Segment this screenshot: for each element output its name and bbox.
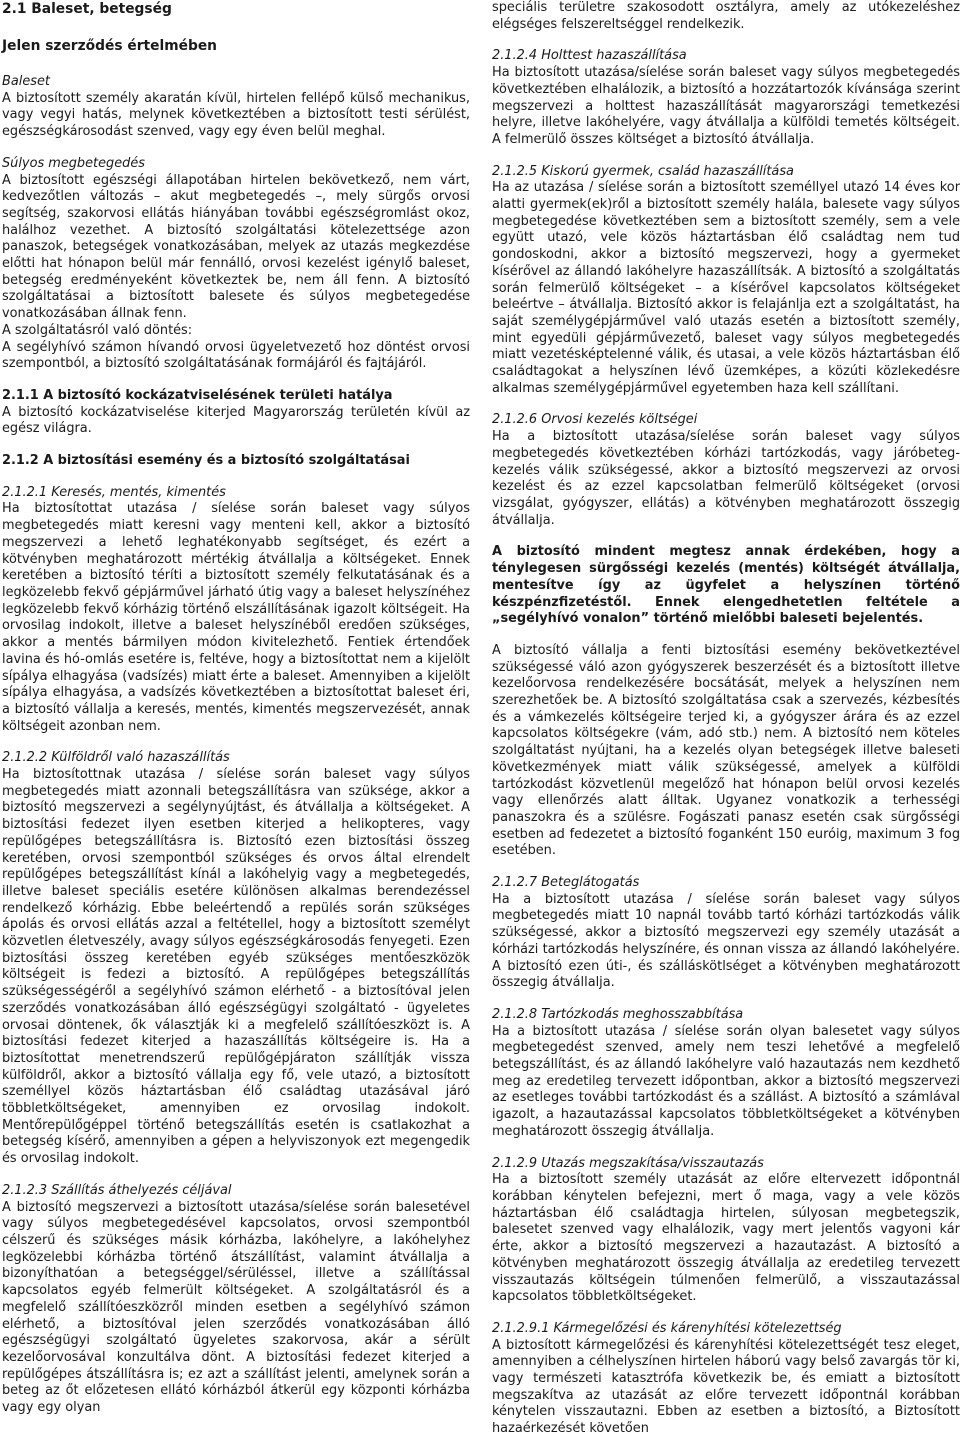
section-2-1-2-2-heading: 2.1.2.2 Külföldről való hazaszállítás — [2, 750, 230, 766]
sulyos-term: Súlyos megbetegedés — [2, 155, 145, 171]
section-2-1-2-6-text: Ha a biztosított utazása/síelése során baleset vagy súlyos megbetegedés következtében kórházi tartózkodás, vagy járóbeteg-kezelés válik szükségessé, akkor a biztosító megszervezi az orvosi kezelést és az ezzel kapcsolatban felmerülő költségeket (orvosi vizsgálat, gyógyszer, ellátás) a kötvényben meghatározott összegig átvállalja. — [492, 429, 960, 528]
section-2-1-2-heading: 2.1.2 A biztosítási esemény és a biztosító szolgáltatásai — [2, 453, 410, 469]
section-2-1-1-heading: 2.1.1 A biztosító kockázatviselésének területi hatálya — [2, 387, 393, 403]
section-2-1-2-1 — [2, 485, 470, 736]
section-2-1-2-1-text: Ha biztosítottat utazása / síelése során baleset vagy súlyos megbetegedés miatt keresni vagy menteni kell, akkor a biztosító megszervezi a lehető leghatékonyabb segítséget, és ezért a kötvényben meghatározott mértékig átvállalja a költségeket. Ennek keretében a biztosító téríti a biztosított személy felkutatásának és a legközelebb fekvő gépjárművel járható útig vagy a baleset helyszínéhez legközelebb fekvő kórházig történő elszállításának igazolt költségeit. Ha orvosilag indokolt, illetve a baleset helyszínéből eredően szükséges, akkor a mentés bármilyen módon kivitelezhető. Fentiek értendőek lavina és hó-omlás esetére is, feltéve, hogy a biztosítottat nem a kijelölt sípálya elhagyása (vadsízés) miatt érte a baleset. Amennyiben a kijelölt sípálya elhagyása, a vadsízés következtében a biztosítottat baleset éri, a biztosító vállalja a keresés, mentés, kimentés megszervezését, annak költségeit azonban nem. — [2, 501, 470, 734]
section-2-1-2-3-heading: 2.1.2.3 Szállítás áthelyezés céljával — [2, 1182, 232, 1198]
section-2-1-2-5-heading: 2.1.2.5 Kiskorú gyermek, család hazaszállítása — [492, 163, 794, 179]
section-2-1-2-1-heading: 2.1.2.1 Keresés, mentés, kimentés — [2, 484, 226, 500]
section-2-1-2-5 — [492, 164, 960, 398]
section-2-1-2-2 — [2, 750, 470, 1168]
medication-text: A biztosító vállalja a fenti biztosítási esemény bekövetkeztével szükségessé váló azon gyógyszerek beszerzését és a biztosított illetve kezelőorvosa rendelkezésére bocsátását, melyek a helyszínen nem szerezhetőek be. A biztosító szolgáltatása csak a szervezés, kézbesítés és a vámkezelés költségeire terjed ki, a gyógyszer árára és az ezzel kapcsolatos költségekre (vám, adó stb.) nem. A biztosító nem köteles szolgáltatást nyújtani, ha a kezelés olyan betegségek illetve baleseti következmények miatt válik szükségessé, amelyek a külföldi tartózkodást közvetlenül megelőző hat hónapon belül orvosi kezelés vagy ellenőrzés alatt álltak. Ugyanez vonatkozik a terhességi panaszokra és a szülésre. Fogászati panasz esetén csak sürgősségi esetben ad fedezetet a biztosító foganként 150 euróig, maximum 3 fog esetében. — [492, 642, 960, 859]
section-2-1-2-4 — [492, 48, 960, 148]
section-2-1-2-4-heading: 2.1.2.4 Holttest hazaszállítása — [492, 48, 687, 64]
section-2-1-2-7-heading: 2.1.2.7 Beteglátogatás — [492, 875, 640, 891]
section-2-1-2-6 — [492, 412, 960, 529]
section-2-1-2-2-text: Ha biztosítottnak utazása / síelése során baleset vagy súlyos megbetegedés miatt azonnali betegszállításra van szüksége, akkor a biztosító megszervezi a segélynyújtást, és átvállalja a költségeket. A biztosítási fedezet ilyen esetben kiterjed a helikopteres, vagy repülőgépes betegszállításra is. Biztosító ezen biztosítási összeg keretében, orvosi szempontból szükséges és orvos által elrendelt repülőgépes betegszállítást kínál a lakóhelyig vagy a megbetegedés, illetve baleset speciális esetére különösen alkalmas berendezéssel rendelkező kórházig. Ebbe beleértendő a repülés során szükséges ápolás és orvosi ellátás azzal a feltétellel, hogy a biztosított személyt közvetlen életveszély, avagy súlyos egészségkárosodás fenyegeti. Ezen biztosítási összeg keretében egyéb szükséges mentőeszközök költségeit is fedezi a biztosító. A repülőgépes betegszállítás szükségességéről a segélyhívó számon elérhető - a biztosítóval jelen szerződés vonatkozásában álló egészségügyi szolgáltató - ügyeletes orvosai döntenek, ők választják ki a megfelelő szállítóeszközt is. A biztosítási fedezet kiterjed a hazaszállítás költségeire is. Ha a biztosítottat menetrendszerű repülőgépjáraton szállítják vissza külföldről, akkor a biztosító vállalja egy fő, vele utazó, a biztosított személlyel közös háztartásban élő családtag utazásával járó többletköltségeket, amennyiben ez orvosilag indokolt. Mentőrepülőgéppel történő betegszállítás esetén is csatlakozhat a betegség kísérő, amennyiben a gépen a helyviszonyok ezt megengedik és orvosilag indokolt. — [2, 767, 470, 1167]
baleset-definition — [2, 74, 470, 141]
decision-text: A segélyhívó számon hívandó orvosi ügyeletvezető hoz döntést orvosi szempontból, a biztosító szolgáltatásának formájáról és fajtájáról. — [2, 339, 470, 372]
emergency-notice: A biztosító mindent megtesz annak érdekében, hogy a ténylegesen sürgősségi kezelés (mentés) költségét átvállalja, mentesítve így az ügyfelet a helyszínen történő készpénzfizetéstől. Ennek elengedhetetlen feltétele a „segélyhívó vonalon” történő mielőbbi baleseti bejelentés. — [492, 544, 960, 627]
right-column — [492, 0, 960, 1438]
decision-label: A szolgáltatásról való döntés: — [2, 322, 193, 338]
continued-text: speciális területre szakosodott osztályra, amely az utókezeléshez elégséges felszereltséggel rendelkezik. — [492, 0, 960, 32]
section-2-1-1-text: A biztosító kockázatviselése kiterjed Magyarország területén kívül az egész világra. — [2, 404, 470, 437]
section-2-1-2-7 — [492, 875, 960, 992]
section-2-1-2-9-1 — [492, 1321, 960, 1438]
section-2-1-2-8 — [492, 1007, 960, 1141]
section-2-1-2-8-text: Ha a biztosított utazása / síelése során olyan balesetet vagy súlyos megbetegedést szenved, amely nem teszi lehetővé a megfelelő betegszállítást, és az állandó lakóhelyre való hazautazás nem kezdhető meg az eredetileg tervezett időpontban, akkor a biztosító megszervezi az esetleges további tartózkodást és a szállást. A biztosító a számlával igazolt, a hazautazással kapcsolatos többletköltségeket a kötvényben meghatározott összegig átvállalja. — [492, 1023, 960, 1139]
sulyos-definition — [2, 156, 470, 323]
section-2-1-2-3 — [2, 1183, 470, 1417]
baleset-term: Baleset — [2, 74, 50, 89]
section-2-1-2-9-text: Ha a biztosított személy utazását az előre eltervezett időpontnál korábban kénytelen befejezni, mert ő maga, vagy a vele közös háztartásban élő családtagja hirtelen, súlyosan megbetegszik, balesetet szenved vagy elhalálozik, vagy mert jelentős vagyoni kár érte, akkor a biztosító megszervezi a hazautazást. A biztosító a kötvényben meghatározott összegig átvállalja az eredetileg tervezett visszautazás költségein túlmenően felmerülő, a visszautazással kapcsolatos többletköltségeket. — [492, 1172, 960, 1305]
section-2-1-2-6-heading: 2.1.2.6 Orvosi kezelés költségei — [492, 412, 698, 428]
section-2-1-2-9-1-text: A biztosított kármegelőzési és kárenyhítési kötelezettségét tesz eleget, amennyiben a célhelyszínen hirtelen háború vagy belső zavargás tör ki, vagy természeti katasztrófa következik be, és emiatt a biztosított megszakítva az utazását az előre tervezett időpontnál korábban kénytelen visszautazni. Ebben az esetben a biztosító, a Biztosított hazaérkezését követően — [492, 1337, 960, 1437]
section-2-1-2-7-text: Ha a biztosított utazása / síelése során baleset vagy súlyos megbetegedés miatt 10 napnál tovább tartó kórházi tartózkodás válik szükségessé, akkor a biztosító megszervezi egy személy utazását a kórházi tartózkodás helyszínére, és onnan vissza az állandó lakóhelyére. A biztosító ezen úti-, és szálláskötlséget a kötvényben meghatározott összegig átvállalja. — [492, 891, 960, 991]
section-2-1-heading: 2.1 Baleset, betegség — [2, 1, 172, 17]
section-2-1-2-5-text: Ha az utazása / síelése során a biztosított személlyel utazó 14 éves kor alatti gyermek(ek)ről a biztosított személy halála, balesete vagy súlyos megbetegedése következtében sem a biztosított személy, sem a vele együtt utazó, vele közös háztartásban élő családtag nem tud gondoskodni, akkor a biztosító megszervezi, hogy a gyermeket kísérővel az állandó lakóhelyre hazaszállítsák. A biztosító a szolgáltatás során felmerülő költségeket – a kísérővel kapcsolatos költségeket beleértve – átvállalja. Biztosító akkor is felajánlja ezt a szolgáltatást, ha saját személygépjárművel való utazás esetén a biztosított személy, mint egyedüli gépjárművezető, baleset vagy súlyos megbetegedés miatt vezetésképtelenné válik, és utasai, a vele közös háztartásban élő családtagokat a helyszínen lévő üzemképes, a közúti közlekedésre alkalmas személygépjárművel egyetemben haza kell szállítani. — [492, 180, 960, 396]
section-2-1-2-9-1-heading: 2.1.2.9.1 Kármegelőzési és kárenyhítési kötelezettség — [492, 1320, 842, 1336]
section-2-1-2-4-text: Ha biztosított utazása/síelése során baleset vagy súlyos megbetegedés következtében elhalálozik, a biztosító a hozzátartozók kívánsága szerint megszervezi a holttest hazaszállítását magyarországi temetkezési helyre, illetve lakóhelyére, vagy átvállalja a külföldi temetés költségeit. A felmerülő összes költséget a biztosító átvállalja. — [492, 65, 960, 147]
section-2-1-2-9-heading: 2.1.2.9 Utazás megszakítása/visszautazás — [492, 1155, 764, 1171]
contract-scope-heading: Jelen szerződés értelmében — [2, 38, 217, 54]
section-2-1-2-9 — [492, 1156, 960, 1306]
left-column — [2, 0, 470, 1417]
sulyos-text: A biztosított egészségi állapotában hirtelen bekövetkező, nem várt, kedvezőtlen változás – akut megbetegedés –, mely sürgős orvosi segítség, szakorvosi ellátás hiányában további egészségromlást okoz, halálhoz vezethet. A biztosító szolgáltatási kötelezettsége azon panaszok, betegségek vonatkozásában, melyek az utazás megkezdése előtti hat hónapon belül már fennálló, orvosi kezelést igénylő baleset, betegség eredményeként következtek be, nem áll fenn. A biztosító szolgáltatásai a biztosított balesete és súlyos megbetegedése vonatkozásában állnak fenn. — [2, 172, 470, 322]
section-2-1-2-3-text: A biztosító megszervezi a biztosított utazása/síelése során balesetével vagy súlyos megbetegedésével kapcsolatos, orvosi szempontból célszerű és szükséges másik kórházba, lakóhelyre, a lakóhelyhez legközelebbi kórházba történő átszállítást, valamint átvállalja a bizonyíthatóan a betegséggel/sérüléssel, illetve a szállítással kapcsolatos egyéb felmerült költségeket. A szolgáltatásról és a megfelelő szállítóeszközről minden esetben a segélyhívó számon elérhető, a biztosítóval jelen szerződés vonatkozásában álló egészségügyi szolgáltató ügyeletes szakorvosa, akár a sérült kezelőorvosával konzultálva dönt. A biztosítási fedezet kiterjed a repülőgépes átszállításra is; ez azt a szállítást jelenti, amelynek során a beteg az őt előzetesen ellátó kórházból átkerül egy központi kórházba vagy egy olyan — [2, 1199, 470, 1416]
section-2-1-2-8-heading: 2.1.2.8 Tartózkodás meghosszabbítása — [492, 1006, 744, 1022]
baleset-text: A biztosított személy akaratán kívül, hirtelen fellépő külső mechanikus, vagy vegyi hatás, melynek következtében a biztosított testi sérülést, egészségkárosodást szenved, vagy egy éven belül meghal. — [2, 90, 470, 140]
